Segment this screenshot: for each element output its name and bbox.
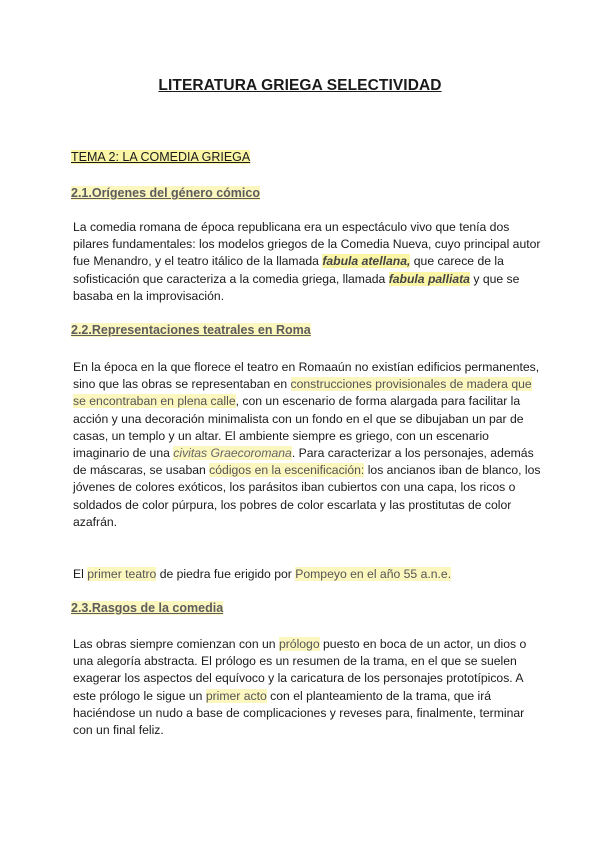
highlight-civitas: civitas Graecoromana xyxy=(173,446,292,461)
highlight-primer-teatro: primer teatro xyxy=(87,567,157,581)
text-run: y que se basaba en la improvisación. xyxy=(73,271,520,303)
highlight-fabula-atellana: fabula atellana, xyxy=(322,254,411,269)
text-run: . Para caracterizar a los personajes, además de máscaras, se usaban xyxy=(73,446,534,478)
section-heading-representations xyxy=(71,323,311,337)
topic-heading xyxy=(71,150,250,164)
highlight-construcciones: construcciones provisionales de madera que se encontraban en plena calle xyxy=(73,377,532,409)
text-run: En la época en la que florece el teatro en Romaaún no existían edificios permanentes, sino que las obras se representaban en xyxy=(73,360,540,392)
highlight-prologo: prólogo xyxy=(278,637,320,651)
paragraph-first-theatre xyxy=(73,566,543,583)
document-title: LITERATURA GRIEGA SELECTIVIDAD xyxy=(158,77,442,94)
text-run: que carece de la sofisticación que caracteriza a la comedia griega, llamada xyxy=(73,254,504,286)
highlight-fabula-palliata: fabula palliata xyxy=(388,271,470,286)
paragraph-features xyxy=(73,636,543,739)
highlight-pompeyo: Pompeyo en el año 55 a.n.e. xyxy=(295,567,452,581)
section-heading-origins-text: 2.1.Orígenes del género cómico xyxy=(71,186,260,200)
text-run: La comedia romana de época republicana era un espectáculo vivo que tenía dos pilares fundamentales: los modelos griegos de la Comedia Nueva, cuyo principal autor fue Menandro, y el teatro itálico de la llamada xyxy=(73,220,541,269)
highlight-primer-acto: primer acto xyxy=(205,688,267,703)
topic-heading-text: TEMA 2: LA COMEDIA GRIEGA xyxy=(71,150,251,164)
section-heading-origins xyxy=(71,186,260,200)
section-heading-representations-text: 2.2.Representaciones teatrales en Roma xyxy=(71,323,311,337)
text-run: El xyxy=(73,567,88,581)
text-run: puesto en boca de un actor, un dios o una alegoría abstracta. El prólogo es un resumen de la trama, en el que se suelen exagerar los aspectos del equívoco y la caricatura de los personajes prototípicos. A este prólogo le sigue un xyxy=(73,637,527,703)
text-run: , con un escenario de forma alargada para facilitar la acción y una decoración minimalista con un fondo en el que se dibujaban un par de casas, un templo y un altar. El ambiente siempre es griego, con un escenario imaginario de una xyxy=(73,394,524,461)
paragraph-origins xyxy=(73,219,543,305)
text-run: con el planteamiento de la trama, que irá haciéndose un nudo a base de complicaciones y reveses para, finalmente, terminar con un final feliz. xyxy=(73,688,525,738)
text-run: de piedra fue erigido por xyxy=(156,567,296,581)
section-heading-features xyxy=(71,601,223,615)
paragraph-representations xyxy=(73,359,543,531)
highlight-codigos: códigos en la escenificación: xyxy=(209,463,365,478)
text-run: Las obras siempre comienzan con un xyxy=(73,637,279,651)
text-run: los ancianos iban de blanco, los jóvenes de colores exóticos, los parásitos iban cubiertos con una capa, los ricos o soldados de color púrpura, los pobres de color escarlata y las prostitutas de color azafrán. xyxy=(73,463,541,529)
section-heading-features-text: 2.3.Rasgos de la comedia xyxy=(71,601,224,615)
